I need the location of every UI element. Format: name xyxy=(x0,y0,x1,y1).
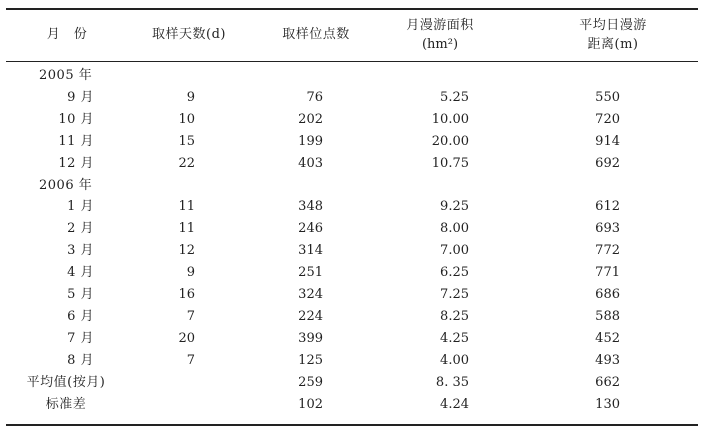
header-monthly-range-area-unit: (hm²) xyxy=(421,37,459,52)
cell-range-area: 6.25 xyxy=(440,265,469,280)
cell-sampling-days: 9 xyxy=(186,265,195,280)
cell-month: 12 月 xyxy=(58,156,94,171)
cell-sampling-points: 202 xyxy=(298,112,323,127)
cell-daily-distance: 771 xyxy=(595,265,620,280)
cell-sampling-days: 7 xyxy=(186,353,195,368)
cell-sampling-points: 348 xyxy=(298,199,323,214)
cell-sampling-points: 259 xyxy=(298,375,323,390)
cell-daily-distance: 588 xyxy=(595,309,620,324)
cell-range-area: 4.00 xyxy=(440,353,469,368)
cell-sampling-points: 399 xyxy=(298,331,323,346)
cell-sampling-days: 10 xyxy=(178,112,195,127)
cell-month: 11 月 xyxy=(58,134,94,149)
cell-sampling-days: 12 xyxy=(178,243,195,258)
cell-month: 10 月 xyxy=(58,112,94,127)
cell-daily-distance: 452 xyxy=(595,331,620,346)
cell-month: 8 月 xyxy=(67,353,94,368)
cell-daily-distance: 493 xyxy=(595,353,620,368)
cell-range-area: 8. 35 xyxy=(435,375,469,390)
table-top-rule xyxy=(6,8,698,10)
header-monthly-range-area: 月漫游面积 xyxy=(406,18,474,33)
cell-sampling-points: 251 xyxy=(298,265,323,280)
cell-month: 3 月 xyxy=(67,243,94,258)
cell-sampling-points: 314 xyxy=(298,243,323,258)
cell-month: 标准差 xyxy=(45,397,87,412)
cell-daily-distance: 130 xyxy=(595,397,620,412)
cell-range-area: 7.00 xyxy=(440,243,469,258)
cell-month: 1 月 xyxy=(67,199,94,214)
cell-range-area: 5.25 xyxy=(440,90,469,105)
cell-daily-distance: 662 xyxy=(595,375,620,390)
cell-sampling-days: 15 xyxy=(178,134,195,149)
cell-month: 2005 年 xyxy=(39,68,93,83)
cell-sampling-points: 224 xyxy=(298,309,323,324)
cell-sampling-days: 9 xyxy=(186,90,195,105)
cell-range-area: 7.25 xyxy=(440,287,469,302)
cell-daily-distance: 686 xyxy=(595,287,620,302)
cell-range-area: 8.00 xyxy=(440,221,469,236)
cell-month: 5 月 xyxy=(67,287,94,302)
header-sampling-days: 取样天数(d) xyxy=(152,27,226,42)
cell-range-area: 4.25 xyxy=(440,331,469,346)
cell-month: 2 月 xyxy=(67,221,94,236)
cell-range-area: 10.75 xyxy=(431,156,469,171)
cell-range-area: 20.00 xyxy=(431,134,469,149)
cell-range-area: 9.25 xyxy=(440,199,469,214)
cell-range-area: 4.24 xyxy=(440,397,469,412)
cell-month: 2006 年 xyxy=(39,178,93,193)
header-month: 月 份 xyxy=(46,27,88,42)
cell-sampling-days: 11 xyxy=(178,221,195,236)
cell-daily-distance: 720 xyxy=(595,112,620,127)
cell-daily-distance: 692 xyxy=(595,156,620,171)
table-header-rule xyxy=(6,61,698,62)
cell-sampling-days: 20 xyxy=(178,331,195,346)
cell-month: 平均值(按月) xyxy=(26,375,106,390)
cell-month: 6 月 xyxy=(67,309,94,324)
cell-sampling-days: 16 xyxy=(178,287,195,302)
header-sampling-points: 取样位点数 xyxy=(282,27,350,42)
cell-sampling-points: 246 xyxy=(298,221,323,236)
cell-daily-distance: 550 xyxy=(595,90,620,105)
cell-sampling-days: 11 xyxy=(178,199,195,214)
cell-daily-distance: 612 xyxy=(595,199,620,214)
cell-month: 9 月 xyxy=(67,90,94,105)
header-daily-distance: 平均日漫游 xyxy=(579,18,647,33)
cell-range-area: 10.00 xyxy=(431,112,469,127)
cell-month: 4 月 xyxy=(67,265,94,280)
cell-sampling-points: 324 xyxy=(298,287,323,302)
cell-daily-distance: 914 xyxy=(595,134,620,149)
cell-daily-distance: 772 xyxy=(595,243,620,258)
cell-sampling-points: 403 xyxy=(298,156,323,171)
cell-sampling-points: 125 xyxy=(298,353,323,368)
cell-daily-distance: 693 xyxy=(595,221,620,236)
table-bottom-rule xyxy=(6,424,698,426)
cell-sampling-days: 7 xyxy=(186,309,195,324)
header-daily-distance-unit: 距离(m) xyxy=(587,37,639,52)
cell-sampling-points: 102 xyxy=(298,397,323,412)
cell-month: 7 月 xyxy=(67,331,94,346)
cell-range-area: 8.25 xyxy=(440,309,469,324)
cell-sampling-points: 76 xyxy=(306,90,323,105)
cell-sampling-days: 22 xyxy=(178,156,195,171)
cell-sampling-points: 199 xyxy=(298,134,323,149)
